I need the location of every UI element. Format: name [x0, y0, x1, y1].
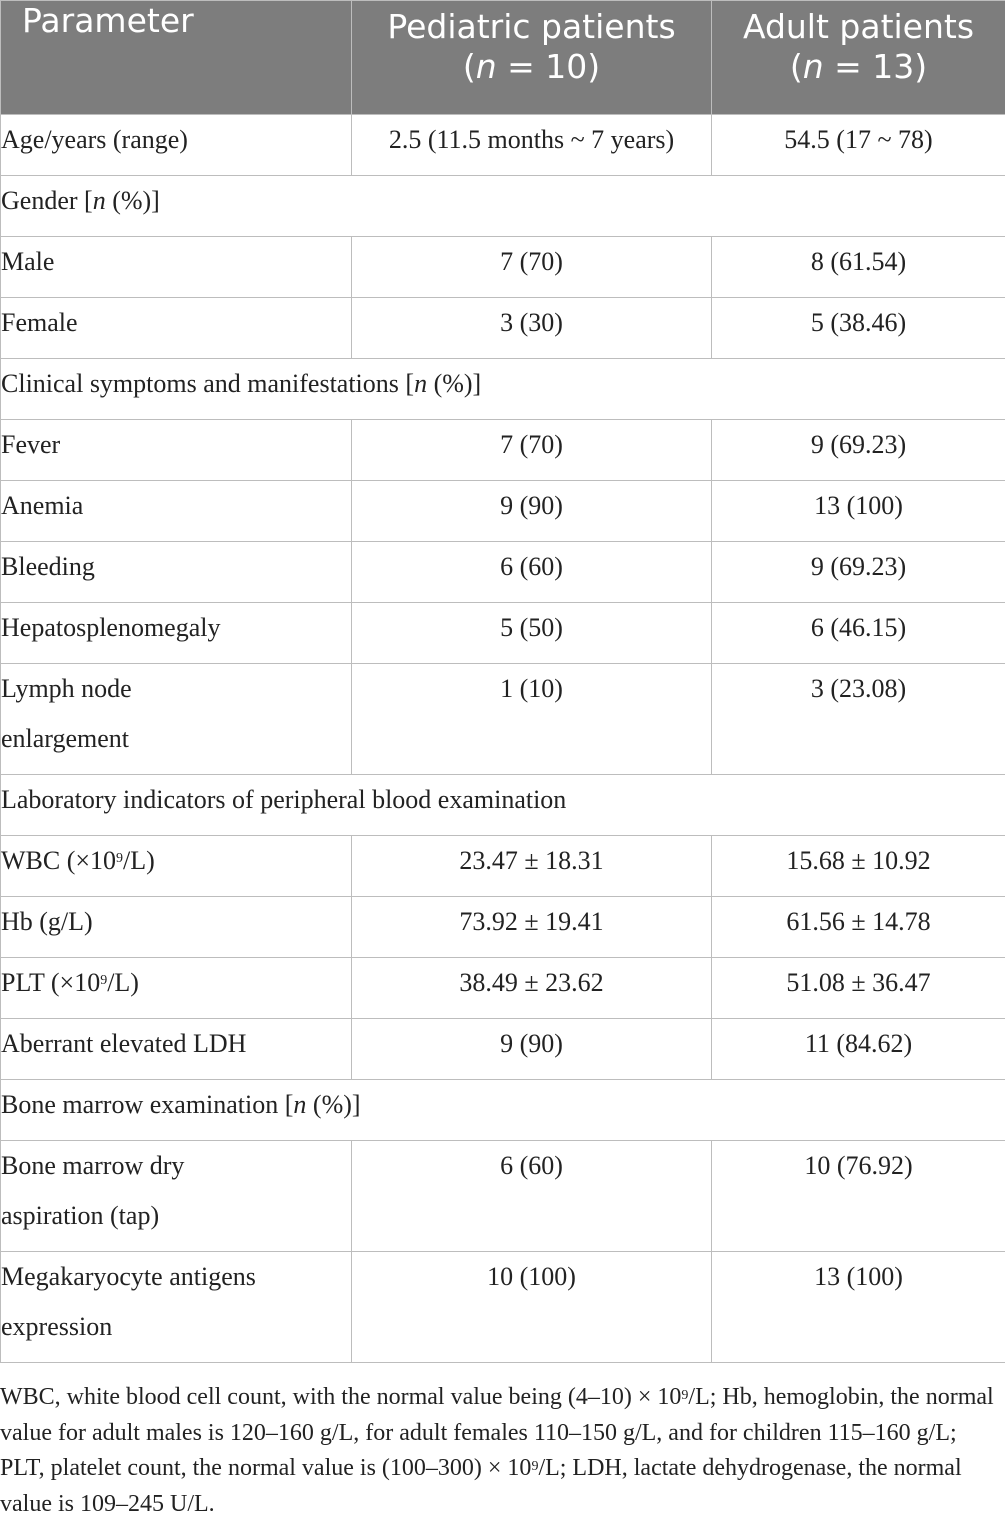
section-row-laboratory	[1, 775, 1005, 836]
table-footnote	[0, 1380, 1000, 1522]
header-adult-n-open: (	[789, 47, 803, 86]
header-adult-n-symbol: n	[802, 47, 824, 86]
ldh-label: Aberrant elevated LDH	[1, 1019, 352, 1080]
male-label: Male	[1, 237, 352, 298]
table-row-ldh	[1, 1019, 1005, 1080]
wbc-label-sup: 9	[116, 851, 124, 866]
header-pediatric-label: Pediatric patients	[387, 7, 676, 46]
header-adult-label: Adult patients	[742, 7, 975, 46]
table-row-hb	[1, 897, 1005, 958]
section-clinical-label: Clinical symptoms and manifestations [	[1, 369, 415, 398]
table-row-dry-tap	[1, 1141, 1005, 1252]
section-bone-marrow	[1, 1080, 1005, 1141]
plt-label-post: /L)	[107, 968, 139, 997]
footnote-part1: WBC, white blood cell count, with the normal value being (4–10) × 10	[0, 1384, 682, 1410]
megakaryocyte-label	[1, 1252, 352, 1363]
dry-tap-label	[1, 1141, 352, 1252]
anemia-label: Anemia	[1, 481, 352, 542]
lymph-label-line2: enlargement	[1, 724, 130, 753]
section-clinical	[1, 359, 1005, 420]
table-row-megakaryocyte	[1, 1252, 1005, 1363]
anemia-pediatric: 9 (90)	[352, 481, 712, 542]
age-adult: 54.5 (17 ~ 78)	[712, 115, 1005, 176]
header-pediatric-n-symbol: n	[475, 47, 497, 86]
wbc-label	[1, 836, 352, 897]
header-adult-n: = 13)	[823, 47, 928, 86]
fever-label: Fever	[1, 420, 352, 481]
bleeding-label: Bleeding	[1, 542, 352, 603]
section-clinical-suffix: (%)]	[427, 369, 482, 398]
wbc-label-pre: WBC (×10	[1, 846, 117, 875]
footnote-part2: /L; Hb, hemoglobin, the normal value for adult males is 120–160 g/L, for adult females 110–150 g/L, and for children 115–160 g/L; PLT, platelet count, the normal value is (100–300) × 10	[0, 1384, 994, 1481]
wbc-pediatric: 23.47 ± 18.31	[352, 836, 712, 897]
megakaryocyte-label-line1: Megakaryocyte antigens	[1, 1262, 256, 1291]
plt-label-pre: PLT (×10	[1, 968, 101, 997]
table-row-anemia	[1, 481, 1005, 542]
table-row-wbc	[1, 836, 1005, 897]
section-bone-marrow-n: n	[293, 1090, 307, 1119]
table-row-male	[1, 237, 1005, 298]
plt-label-sup: 9	[100, 973, 108, 988]
header-pediatric-n: = 10)	[496, 47, 601, 86]
female-label: Female	[1, 298, 352, 359]
wbc-adult: 15.68 ± 10.92	[712, 836, 1005, 897]
age-pediatric: 2.5 (11.5 months ~ 7 years)	[352, 115, 712, 176]
bleeding-adult: 9 (69.23)	[712, 542, 1005, 603]
section-gender	[1, 176, 1005, 237]
header-adult	[712, 1, 1005, 115]
header-parameter-text: Parameter	[22, 1, 194, 40]
section-bone-marrow-suffix: (%)]	[306, 1090, 361, 1119]
megakaryocyte-pediatric: 10 (100)	[352, 1252, 712, 1363]
section-row-clinical	[1, 359, 1005, 420]
footnote-sup2: 9	[531, 1459, 539, 1474]
hb-pediatric: 73.92 ± 19.41	[352, 897, 712, 958]
lymph-label-line1: Lymph node	[1, 674, 132, 703]
header-pediatric	[352, 1, 712, 115]
section-row-gender	[1, 176, 1005, 237]
lymph-label	[1, 664, 352, 775]
dry-tap-pediatric: 6 (60)	[352, 1141, 712, 1252]
hepatosplenomegaly-adult: 6 (46.15)	[712, 603, 1005, 664]
hb-adult: 61.56 ± 14.78	[712, 897, 1005, 958]
section-bone-marrow-label: Bone marrow examination [	[1, 1090, 294, 1119]
megakaryocyte-adult: 13 (100)	[712, 1252, 1005, 1363]
table-row-hepatosplenomegaly	[1, 603, 1005, 664]
plt-pediatric: 38.49 ± 23.62	[352, 958, 712, 1019]
male-adult: 8 (61.54)	[712, 237, 1005, 298]
anemia-adult: 13 (100)	[712, 481, 1005, 542]
table-header	[1, 1, 1005, 115]
bleeding-pediatric: 6 (60)	[352, 542, 712, 603]
footnote-sup1: 9	[681, 1388, 689, 1403]
table-body	[1, 115, 1005, 1363]
plt-label	[1, 958, 352, 1019]
table-row-fever	[1, 420, 1005, 481]
table-row-lymph	[1, 664, 1005, 775]
megakaryocyte-label-line2: expression	[1, 1312, 113, 1341]
hepatosplenomegaly-pediatric: 5 (50)	[352, 603, 712, 664]
section-laboratory: Laboratory indicators of peripheral blood examination	[1, 775, 1005, 836]
male-pediatric: 7 (70)	[352, 237, 712, 298]
ldh-adult: 11 (84.62)	[712, 1019, 1005, 1080]
female-pediatric: 3 (30)	[352, 298, 712, 359]
dry-tap-label-line1: Bone marrow dry	[1, 1151, 185, 1180]
lymph-pediatric: 1 (10)	[352, 664, 712, 775]
table-row-plt	[1, 958, 1005, 1019]
lymph-adult: 3 (23.08)	[712, 664, 1005, 775]
section-gender-label: Gender [	[1, 186, 93, 215]
section-row-bone-marrow	[1, 1080, 1005, 1141]
fever-adult: 9 (69.23)	[712, 420, 1005, 481]
section-gender-suffix: (%)]	[105, 186, 160, 215]
section-clinical-n: n	[414, 369, 428, 398]
header-pediatric-n-open: (	[462, 47, 476, 86]
table-row-bleeding	[1, 542, 1005, 603]
wbc-label-post: /L)	[123, 846, 155, 875]
header-row	[1, 1, 1005, 115]
age-label: Age/years (range)	[1, 115, 352, 176]
fever-pediatric: 7 (70)	[352, 420, 712, 481]
table-row-female	[1, 298, 1005, 359]
female-adult: 5 (38.46)	[712, 298, 1005, 359]
header-parameter	[1, 1, 352, 115]
dry-tap-label-line2: aspiration (tap)	[1, 1201, 160, 1230]
plt-adult: 51.08 ± 36.47	[712, 958, 1005, 1019]
ldh-pediatric: 9 (90)	[352, 1019, 712, 1080]
hepatosplenomegaly-label: Hepatosplenomegaly	[1, 603, 352, 664]
dry-tap-adult: 10 (76.92)	[712, 1141, 1005, 1252]
table-row-age	[1, 115, 1005, 176]
hb-label: Hb (g/L)	[1, 897, 352, 958]
section-gender-n: n	[92, 186, 106, 215]
footnote-part3: /L; LDH, lactate dehydrogenase, the normal value is 109–245 U/L.	[0, 1455, 962, 1517]
